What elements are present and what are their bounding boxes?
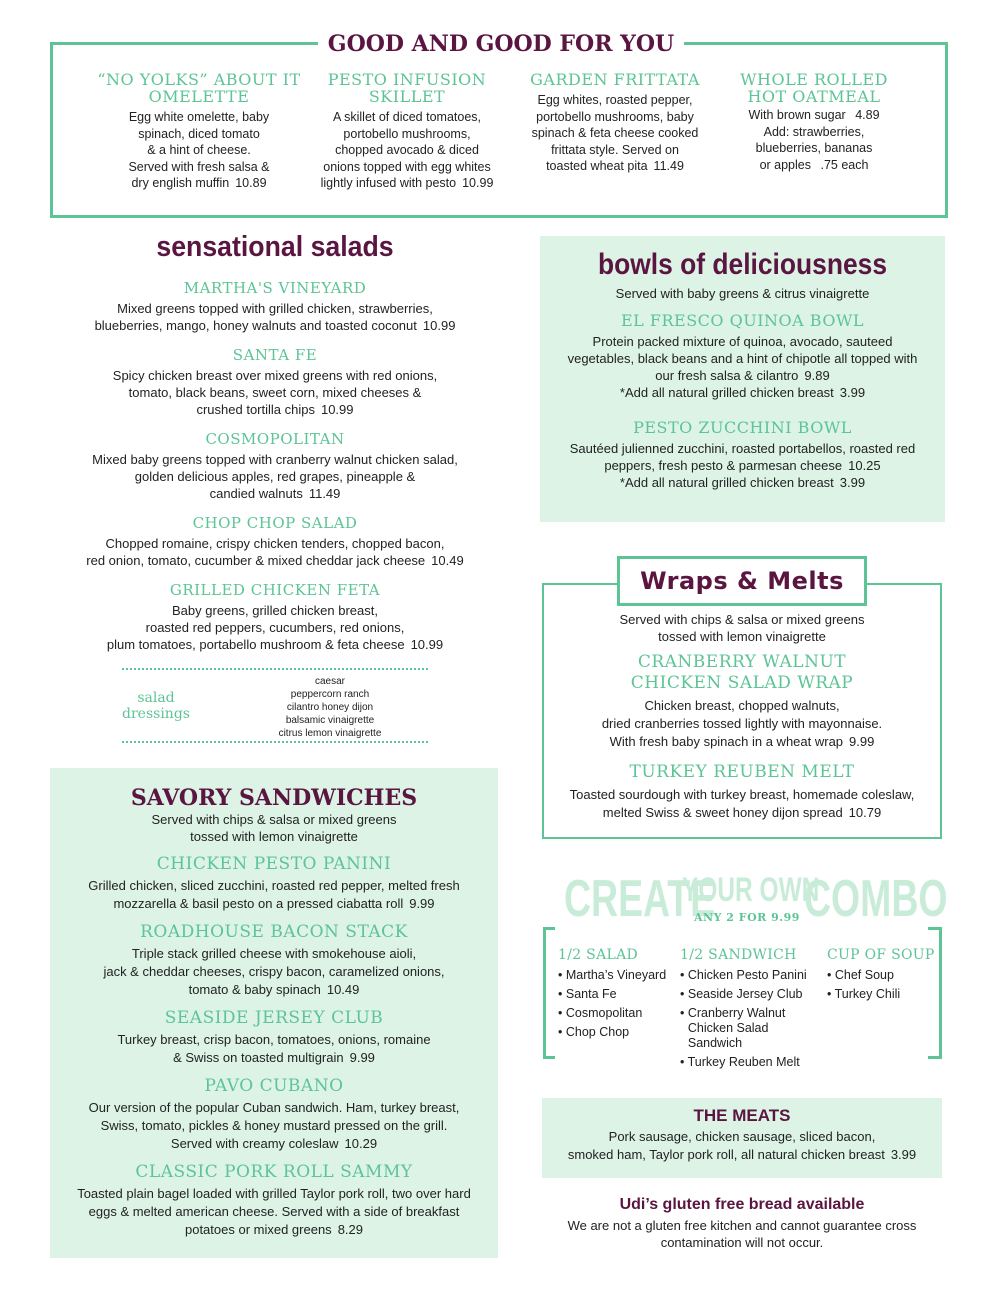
- item-name: CHOP CHOP SALAD: [192, 514, 358, 532]
- combo-col-salad: [558, 945, 678, 1042]
- good-for-you-title: GOOD AND GOOD FOR YOU: [318, 28, 684, 60]
- item-desc: Baby greens, grilled chicken breast, roasted red peppers, cucumbers, red onions, plum tomatoes, portabello mushroom & feta cheese: [106, 603, 405, 652]
- item-name: PAVO CUBANO: [204, 1076, 344, 1096]
- combo-option: • Turkey Reuben Melt: [680, 1055, 800, 1069]
- good-item-oatmeal: WHOLE ROLLED HOT OATMEAL With brown sugar 4.89 Add: strawberries, blueberries, bananas or apples .75 each: [724, 71, 904, 173]
- bowl-items: [548, 311, 937, 491]
- salad-item: [60, 580, 490, 653]
- item-price: 11.49: [653, 159, 684, 173]
- combo-option: • Cranberry Walnut Chicken Salad Sandwich: [680, 1006, 786, 1050]
- item-desc: Protein packed mixture of quinoa, avocado, sauteed vegetables, black beans and a hint of chipotle all topped with our fresh salsa & cilantro: [567, 334, 918, 383]
- combo-word-combo: COMBO: [804, 870, 948, 928]
- bowl-item: [548, 311, 937, 401]
- salad-item: [60, 429, 490, 502]
- item-name: MARTHA'S VINEYARD: [183, 279, 367, 297]
- combo-word-create: CREATE: [564, 870, 716, 928]
- dressing-divider-top: [122, 668, 428, 670]
- combo-option: • Cosmopolitan: [558, 1006, 643, 1020]
- item-desc: Chicken breast, chopped walnuts, dried cranberries tossed lightly with mayonnaise. With fresh baby spinach in a wheat wrap: [601, 698, 883, 749]
- combo-col-soup: [827, 945, 935, 1004]
- sandwich-items: [56, 853, 492, 1239]
- combo-col-title: 1/2 SALAD: [558, 947, 639, 963]
- item-name: PESTO INFUSION SKILLET: [327, 70, 487, 106]
- combo-col-sandwich: [680, 945, 826, 1072]
- item-addon-price: 3.99: [839, 385, 866, 400]
- item-price: 10.49: [326, 982, 360, 997]
- combo-subtitle: ANY 2 FOR 9.99: [694, 911, 800, 924]
- dressing-item: cilantro honey dijon: [286, 702, 374, 713]
- salads-title: sensational salads: [156, 231, 394, 263]
- item-price: 10.89: [235, 176, 267, 190]
- item-price: 11.49: [308, 486, 341, 501]
- item-price: 10.99: [320, 402, 354, 417]
- item-desc: Toasted plain bagel loaded with grilled Taylor pork roll, two over hard eggs & melted american cheese. Served with a side of breakfast potatoes or mixed greens: [77, 1186, 471, 1237]
- salad-item: [60, 513, 490, 569]
- item-desc: Chopped romaine, crispy chicken tenders, chopped bacon, red onion, tomato, cucumber & mixed cheddar jack cheese: [86, 536, 445, 568]
- item-name: EL FRESCO QUINOA BOWL: [620, 311, 865, 330]
- item-addon: *Add all natural grilled chicken breast: [619, 385, 834, 400]
- dressings-list: [260, 675, 400, 740]
- item-name: GARDEN FRITTATA: [530, 70, 700, 89]
- item-desc: Egg white omelette, baby spinach, diced tomato & a hint of cheese. Served with fresh salsa & dry english muffin: [128, 110, 270, 190]
- good-item-frittata: [518, 71, 712, 175]
- bowl-item: [548, 418, 937, 491]
- item-desc: Mixed greens topped with grilled chicken, strawberries, blueberries, mango, honey walnuts and toasted coconut: [94, 301, 433, 333]
- meats-title: THE MEATS: [693, 1106, 791, 1125]
- item-addon: *Add all natural grilled chicken breast: [619, 475, 834, 490]
- sandwich-item: [56, 1161, 492, 1239]
- combo-col-title: CUP OF SOUP: [827, 947, 935, 963]
- meats-desc: Pork sausage, chicken sausage, sliced bacon, smoked ham, Taylor pork roll, all natural chicken breast: [567, 1129, 885, 1162]
- sandwiches-title: SAVORY SANDWICHES: [130, 785, 418, 811]
- combo-header: [560, 870, 948, 930]
- item-price: 9.89: [804, 368, 830, 383]
- item-price-addon: .75 each: [820, 157, 869, 172]
- item-price: 10.79: [848, 805, 882, 820]
- item-desc: Turkey breast, crisp bacon, tomatoes, onions, romaine & Swiss on toasted multigrain: [117, 1032, 431, 1065]
- gluten-desc: We are not a gluten free kitchen and cannot guarantee cross contamination will not occur.: [567, 1218, 917, 1250]
- item-name: ROADHOUSE BACON STACK: [140, 922, 408, 942]
- dressing-item: peppercorn ranch: [290, 689, 370, 700]
- item-addon-price: 3.99: [839, 475, 866, 490]
- item-desc: A skillet of diced tomatoes, portobello mushrooms, chopped avocado & diced onions topped with egg whites lightly infused with pesto: [320, 110, 491, 190]
- combo-option: • Chop Chop: [558, 1025, 630, 1039]
- item-price: 9.99: [409, 896, 435, 911]
- dressing-item: balsamic vinaigrette: [285, 715, 375, 726]
- item-name: CHICKEN PESTO PANINI: [156, 854, 392, 874]
- item-price: 8.29: [337, 1222, 363, 1237]
- salad-items: [60, 278, 490, 653]
- item-desc: Triple stack grilled cheese with smokehouse aioli, jack & cheddar cheeses, crispy bacon, caramelized onions, tomato & baby spinach: [103, 946, 445, 997]
- dressing-item: caesar: [314, 676, 345, 687]
- wraps-title: Wraps & Melts: [617, 556, 867, 606]
- good-item-pesto-skillet: [310, 71, 504, 192]
- gluten-title: Udi’s gluten free bread available: [619, 1196, 865, 1213]
- combo-option: • Turkey Chili: [827, 987, 901, 1001]
- item-price: 10.99: [422, 318, 456, 333]
- combo-col-title: 1/2 SANDWICH: [680, 947, 797, 963]
- item-desc: Mixed baby greens topped with cranberry walnut chicken salad, golden delicious apples, red grapes, pineapple & candied walnuts: [92, 452, 458, 501]
- sandwich-item: [56, 1007, 492, 1067]
- sandwiches-subtitle: Served with chips & salsa or mixed greens tossed with lemon vinaigrette: [151, 812, 397, 844]
- wrap-item: [552, 762, 932, 822]
- dressing-item: citrus lemon vinaigrette: [278, 728, 382, 739]
- salad-item: [60, 278, 490, 334]
- combo-option: • Martha’s Vineyard: [558, 968, 667, 982]
- salad-item: [60, 345, 490, 418]
- item-desc: Grilled chicken, sliced zucchini, roasted red pepper, melted fresh mozzarella & basil pesto on a pressed ciabatta roll: [88, 878, 460, 911]
- sandwich-item: [56, 853, 492, 913]
- sandwich-item: [56, 921, 492, 999]
- item-desc: Toasted sourdough with turkey breast, homemade coleslaw, melted Swiss & sweet honey dijon spread: [569, 787, 915, 820]
- item-price: 10.99: [410, 637, 444, 652]
- wrap-item: [552, 652, 932, 751]
- wraps-subtitle: Served with chips & salsa or mixed greens tossed with lemon vinaigrette: [619, 612, 865, 644]
- item-name: CRANBERRY WALNUT CHICKEN SALAD WRAP: [630, 652, 854, 693]
- combo-option: • Santa Fe: [558, 987, 617, 1001]
- item-desc: Egg whites, roasted pepper, portobello mushrooms, baby spinach & feta cheese cooked frittata style. Served on toasted wheat pita: [531, 93, 699, 173]
- item-name: WHOLE ROLLED HOT OATMEAL: [740, 70, 888, 106]
- item-desc: Our version of the popular Cuban sandwich. Ham, turkey breast, Swiss, tomato, pickles & honey mustard pressed on the grill. Served with creamy coleslaw: [88, 1100, 460, 1151]
- wrap-items: [552, 652, 932, 822]
- item-price: 10.49: [431, 553, 464, 568]
- meats-price: 3.99: [890, 1147, 917, 1162]
- meats-desc-block: [542, 1128, 942, 1164]
- combo-option: • Chef Soup: [827, 968, 894, 982]
- item-name: SEASIDE JERSEY CLUB: [164, 1008, 384, 1028]
- item-name: PESTO ZUCCHINI BOWL: [633, 418, 852, 437]
- bowls-title: bowls of deliciousness: [598, 248, 887, 281]
- dressings-label: salad dressings: [122, 690, 190, 722]
- item-name: GRILLED CHICKEN FETA: [169, 581, 381, 599]
- bowls-subtitle: Served with baby greens & citrus vinaigrette: [615, 286, 870, 301]
- dressing-divider-bottom: [122, 741, 428, 743]
- item-name: SANTA FE: [232, 346, 318, 364]
- combo-word-your-own: YOUR OWN: [682, 871, 820, 909]
- item-name: COSMOPOLITAN: [205, 430, 345, 448]
- item-name: CLASSIC PORK ROLL SAMMY: [135, 1162, 413, 1182]
- item-price: 10.99: [462, 176, 494, 190]
- item-price: 9.99: [849, 734, 875, 749]
- sandwich-item: [56, 1075, 492, 1153]
- item-price: 9.99: [349, 1050, 375, 1065]
- item-desc: Spicy chicken breast over mixed greens with red onions, tomato, black beans, sweet corn, mixed cheeses & crushed tortilla chips: [112, 368, 438, 417]
- combo-bracket-left: [543, 927, 555, 1059]
- item-price: 4.89: [855, 108, 880, 122]
- item-desc: Sautéed julienned zucchini, roasted portabellos, roasted red peppers, fresh pesto & parmesan cheese: [569, 441, 916, 473]
- item-name: “NO YOLKS” ABOUT IT OMELETTE: [97, 70, 301, 106]
- combo-option: • Seaside Jersey Club: [680, 987, 803, 1001]
- item-name: TURKEY REUBEN MELT: [629, 762, 855, 782]
- combo-option: • Chicken Pesto Panini: [680, 968, 807, 982]
- item-price: 10.29: [344, 1136, 378, 1151]
- item-price: 10.25: [848, 458, 881, 473]
- good-item-omelette: [96, 71, 302, 192]
